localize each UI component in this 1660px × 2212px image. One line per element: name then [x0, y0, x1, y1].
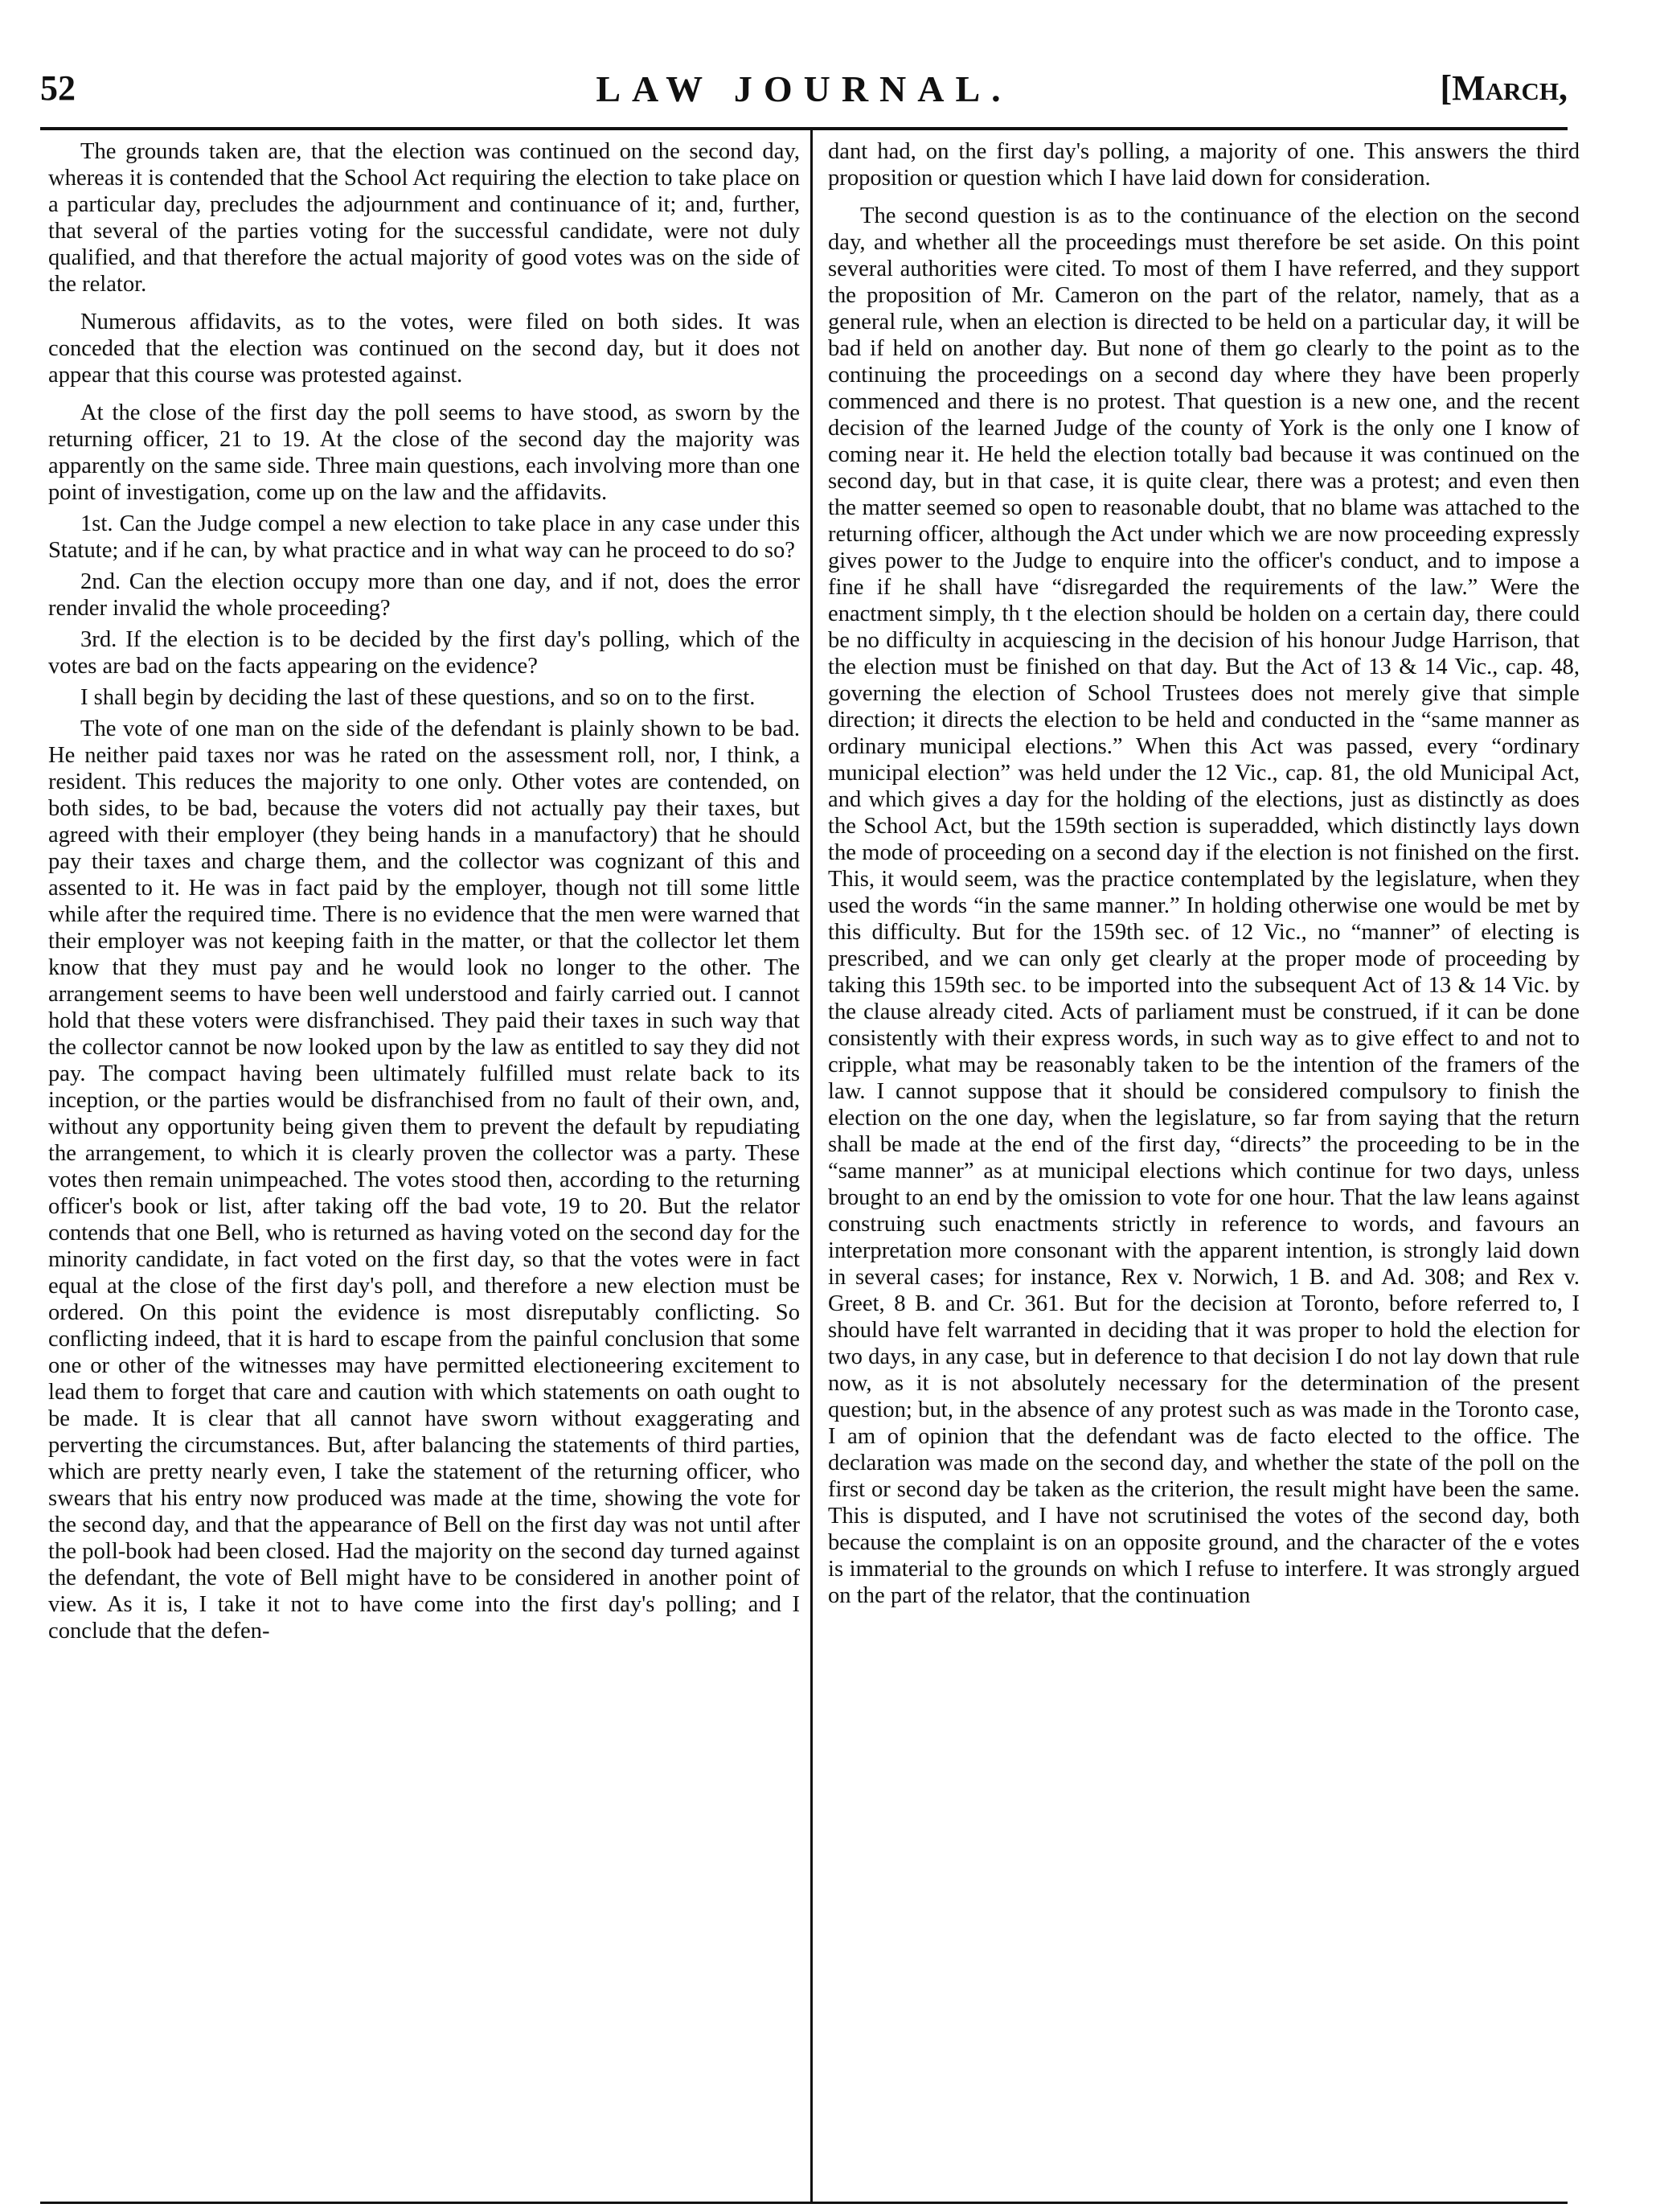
header-rule — [40, 127, 1568, 130]
running-header — [40, 68, 1568, 132]
right-column — [828, 138, 1580, 1614]
paragraph: The vote of one man on the side of the defendant is plainly shown to be bad. He neither paid taxes nor was he rated on the assessment roll, nor, I think, a resident. This reduces the majority to one only. Other votes are contended, on both sides, to be bad, because the voters did not actually pay their taxes, but agreed with their employer (they being hands in a manufactory) that he should pay their taxes and charge them, and the collector was cognizant of this and assented to it. He was in fact paid by the employer, though not till some little while after the required time. There is no evidence that the men were warned that their employer was not keeping faith in the matter, or that the collector let them know that they must pay and he would look no longer to the other. The arrangement seems to have been well understood and fairly carried out. I cannot hold that these voters were disfranchised. They paid their taxes in such way that the collector cannot be now looked upon by the law as entitled to say they did not pay. The compact having been ultimately fulfilled must relate back to its inception, or the parties would be disfranchised from no fault of their own, and, without any opportunity being given them to prevent the default by repudiating the arrangement, to which it is clearly proven the collector was a party. These votes then remain unimpeached. The votes stood then, according to the returning officer's book or list, after taking off the bad vote, 19 to 20. But the relator contends that one Bell, who is returned as having voted on the second day for the minority candidate, in fact voted on the first day, so that the votes were in fact equal at the close of the first day's poll, and therefore a new election must be ordered. On this point the evidence is most disreputably conflicting. So conflicting indeed, that it is hard to escape from the painful conclusion that some one or other of the witnesses may have permitted electioneering excitement to lead them to forget that care and caution with which statements on oath ought to be made. It is clear that all cannot have sworn without exaggerating and perverting the circumstances. But, after balancing the statements of third parties, which are pretty nearly even, I take the statement of the returning officer, who swears that his entry now produced was made at the time, showing the vote for the second day, and that the appearance of Bell on the first day was not until after the poll-book had been closed. Had the majority on the second day turned against the defendant, the vote of Bell might have to be considered in another point of view. As it is, I take it not to have come into the first day's polling; and I conclude that the defen- — [48, 716, 800, 1644]
question-2: 2nd. Can the election occupy more than one day, and if not, does the error render invalid the whole proceeding? — [48, 569, 800, 621]
paragraph: The grounds taken are, that the election was continued on the second day, whereas it is contended that the School Act requiring the election to take place on a particular day, precludes the adjournment and continuance of it; and, further, that several of the parties voting for the successful candidate, were not duly qualified, and that therefore the actual majority of good votes was on the side of the relator. — [48, 139, 800, 297]
issue-month: [March, — [1440, 68, 1568, 108]
question-1: 1st. Can the Judge compel a new election to take place in any case under this Statute; and if he can, by what practice and in what way can he proceed to do so? — [48, 511, 800, 563]
question-3: 3rd. If the election is to be decided by the first day's polling, which of the votes are bad on the facts appearing on the evidence? — [48, 627, 800, 679]
paragraph: The second question is as to the continuance of the election on the second day, and whether all the proceedings must therefore be set aside. On this point several authorities were cited. To most of them I have referred, and they support the proposition of Mr. Cameron on the part of the relator, namely, that as a general rule, when an election is directed to be held on a particular day, it will be bad if held on another day. But none of them go clearly to the point as to the continuing the proceedings on a second day where they have been properly commenced and there is no protest. That question is a new one, and the recent decision of the learned Judge of the county of York is the only one I know of coming near it. He held the election totally bad because it was continued on the second day, but in that case, it is quite clear, there was a protest; and even then the matter seemed so open to reasonable doubt, that no blame was attached to the returning officer, although the Act under which we are now proceeding expressly gives power to the Judge to enquire into the officer's conduct, and to impose a fine if he shall have “disregarded the requirements of the law.” Were the enactment simply, th t the election should be holden on a certain day, there could be no difficulty in acquiescing in the decision of his honour Judge Harrison, that the election must be finished on that day. But the Act of 13 & 14 Vic., cap. 48, governing the election of School Trustees does not merely give that simple direction; it directs the election to be held and conducted in the “same manner as ordinary municipal elections.” When this Act was passed, every “ordinary municipal election” was held under the 12 Vic., cap. 81, the old Municipal Act, and which gives a day for the holding of the elections, just as distinctly as does the School Act, but the 159th section is superadded, which distinctly lays down the mode of proceeding on a second day if the election is not finished on the first. This, it would seem, was the practice contemplated by the legislature, when they used the words “in the same manner.” In holding otherwise one would be met by this difficulty. But for the 159th sec. of 12 Vic., no “manner” of electing is prescribed, and we can only get clearly at the proper mode of proceeding by taking this 159th sec. to be imported into the subsequent Act of 13 & 14 Vic. by the clause already cited. Acts of parliament must be construed, if it can be done consistently with their express words, in such way as to give effect to and not to cripple, what may be reasonably taken to be the intention of the framers of the law. I cannot suppose that it should be considered compulsory to finish the election on the one day, when the legislature, so far from saying that the return shall be made at the end of the first day, “directs” the proceeding to be in the “same manner” as at municipal elections which continue for two days, unless brought to an end by the omission to vote for one hour. That the law leans against construing such enactments strictly in reference to words, and favours an interpretation more consonant with the apparent intention, is strongly laid down in several cases; for instance, Rex v. Norwich, 1 B. and Ad. 308; and Rex v. Greet, 8 B. and Cr. 361. But for the decision at Toronto, before referred to, I should have felt warranted in deciding that it was proper to hold the election for two days, in any case, but in deference to that decision I do not lay down that rule now, as it is not absolutely necessary for the determination of the present question; but, in the absence of any protest such as was made in the Toronto case, I am of opinion that the defendant was de facto elected to the office. The declaration was made on the second day, and whether the state of the poll on the first or second day be taken as the criterion, the result might have been the same. This is disputed, and I have not scrutinised the votes of the second day, both because the complaint is on an opposite ground, and the character of the e votes is immaterial to the grounds on which I refuse to interfere. It was strongly argued on the part of the relator, that the continuation — [828, 203, 1580, 1608]
footer-rule — [40, 2202, 1568, 2204]
column-divider — [810, 130, 813, 2202]
paragraph: I shall begin by deciding the last of these questions, and so on to the first. — [80, 685, 756, 710]
paragraph: At the close of the first day the poll seems to have stood, as sworn by the returning officer, 21 to 19. At the close of the second day the majority was apparently on the same side. Three main questions, each involving more than one point of investigation, come up on the law and the affidavits. — [48, 400, 800, 505]
left-column — [48, 138, 800, 1649]
page-number: 52 — [40, 68, 76, 108]
paragraph: Numerous affidavits, as to the votes, were filed on both sides. It was conceded that the election was continued on the second day, but it does not appear that this course was protested against. — [48, 310, 800, 388]
paragraph-continued: dant had, on the first day's polling, a majority of one. This answers the third proposition or question which I have laid down for consideration. — [828, 139, 1580, 191]
journal-title: LAW JOURNAL. — [596, 68, 1012, 109]
